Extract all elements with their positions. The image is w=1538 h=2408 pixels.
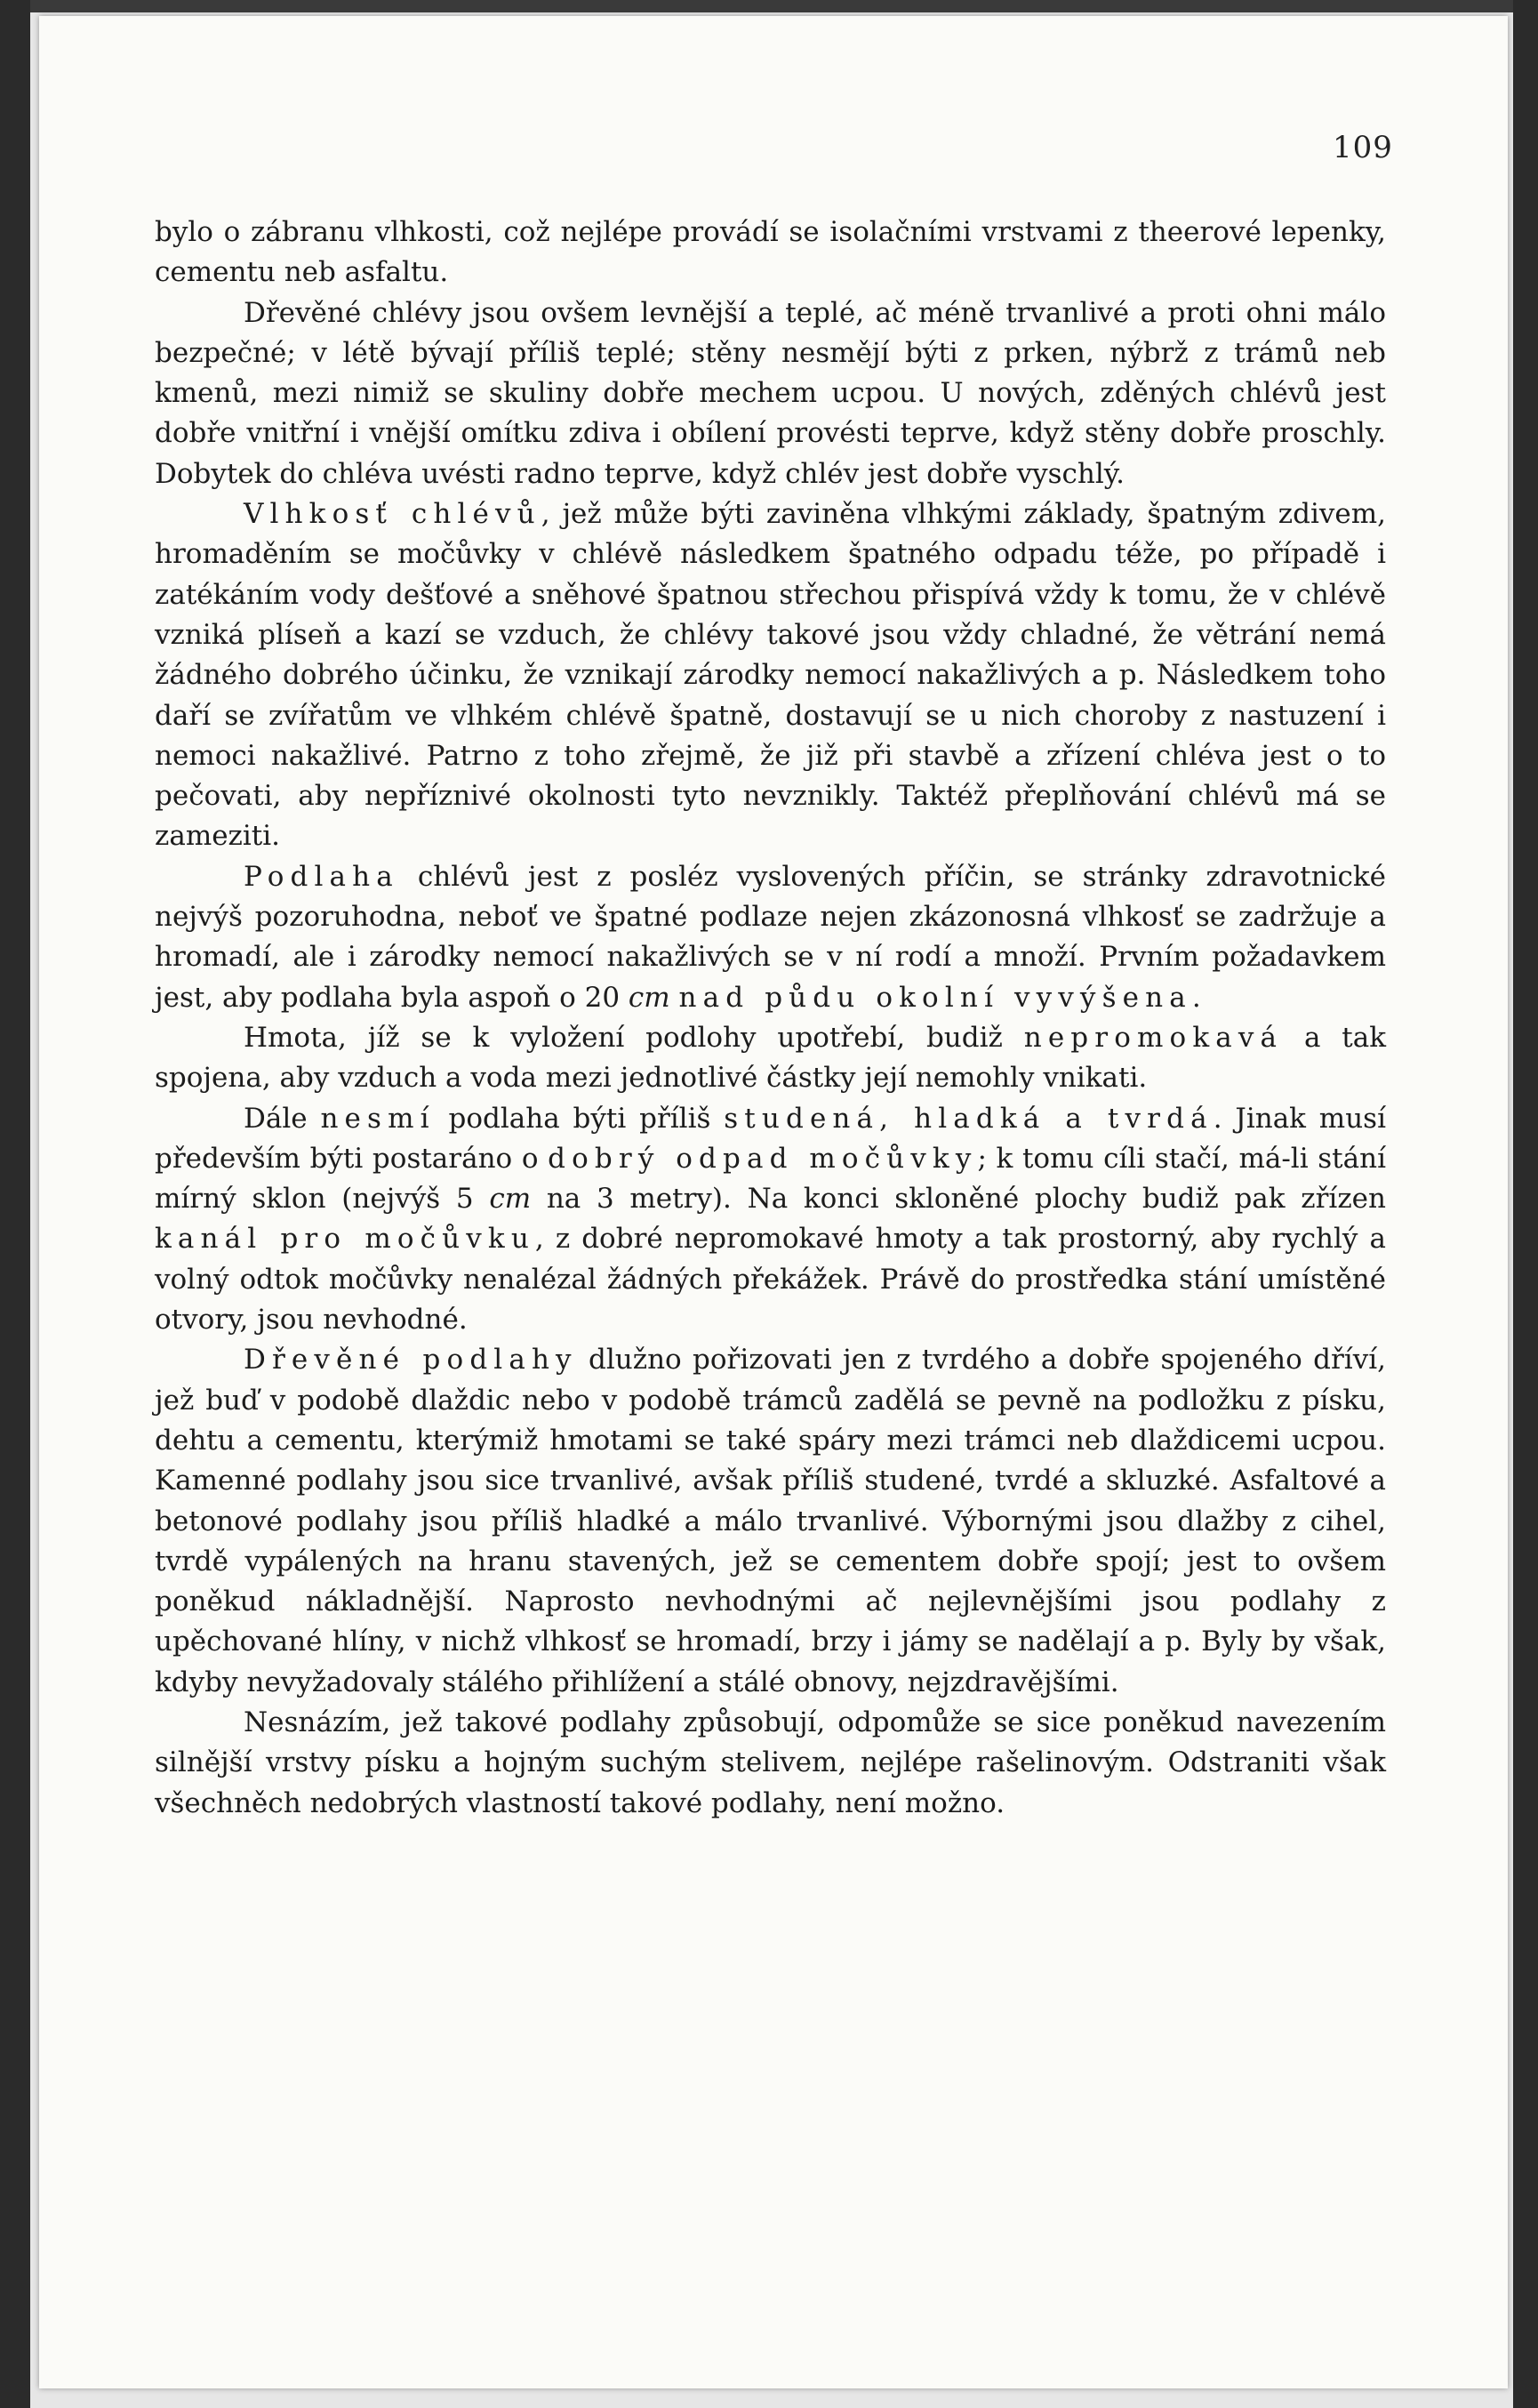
text-run: dlužno pořizovati jen z tvrdého a dobře spojeného dříví, jež buď v podobě dlaždic nebo v podobě trámců zadělá se pevně na podložku z písku, dehtu a cementu, kterýmiž hmotami se také spáry mezi trámci neb dlaždicemi ucpou. Kamenné podlahy jsou sice trvanlivé, avšak příliš studené, tvrdé a skluzké. Asfaltové a betonové podlahy jsou příliš hladké a málo trvanlivé. Výbornými jsou dlažby z cihel, tvrdě vypálených na hranu stavených, jež se cementem dobře spojí; jest to ovšem poněkud nákladnější. Naprosto nevhodnými ač nejlevnějšími jsou podlahy z upěchované hlíny, v nichž vlhkosť se hromadí, brzy i jámy se nadělají a p. Byly by však, kdyby nevyžadovaly stálého přihlížení a stálé obnovy, nejzdravějšími. bbox=[155, 1344, 1386, 1698]
text-run: Hmota, jíž se k vyložení podlohy upotřebí, budiž bbox=[244, 1021, 1024, 1054]
spaced-emphasis: nesmí bbox=[320, 1102, 436, 1135]
text-run: , jež může býti zaviněna vlhkými základy, špatným zdivem, hromaděním se močůvky v chlévě následkem špatného odpadu téže, po případě i zatékáním vody dešťové a sněhové špatnou střechou přispívá vždy k tomu, že v chlévě vzniká plíseň a kazí se vzduch, že chlévy takové jsou vždy chladné, že větrání nemá žádného dobrého účinku, že vznikají zárodky nemocí nakažlivých a p. Následkem toho daří se zvířatům ve vlhkém chlévě špatně, dostavují se u nich choroby z nastuzení i nemoci nakažlivé. Patrno z toho zřejmě, že již při stavbě a zřízení chléva jest o to pečovati, aby nepříznivé okolnosti tyto nevznikly. Taktéž přeplňování chlévů má se zameziti. bbox=[155, 498, 1386, 853]
text-run: bylo o zábranu vlhkosti, což nejlépe provádí se isolačními vrstvami z theerové lepenky, cementu neb asfaltu. bbox=[155, 216, 1386, 289]
text-run: Dřevěné chlévy jsou ovšem levnější a teplé, ač méně trvanlivé a proti ohni málo bezpečné; v létě bývají příliš teplé; stěny nesmějí býti z prken, nýbrž z trámů neb kmenů, mezi nimiž se skuliny dobře mechem ucpou. U nových, zděných chlévů jest dobře vnitřní i vnější omítku zdiva i obílení provésti teprve, když stěny dobře proschly. Dobytek do chléva uvésti radno teprve, když chlév jest dobře vyschlý. bbox=[155, 296, 1386, 490]
text-run bbox=[670, 982, 679, 1014]
text-run: a tak spojena, aby vzduch a voda mezi jednotlivé částky její nemohly vnikati. bbox=[155, 1021, 1387, 1095]
paragraph-p3 bbox=[155, 494, 1386, 857]
scan-border-left bbox=[0, 0, 30, 2408]
spaced-emphasis: studená, hladká a tvrdá bbox=[724, 1102, 1214, 1135]
text-run: . Jinak musí především býti postaráno o bbox=[155, 1102, 1386, 1175]
italic-unit: cm bbox=[489, 1183, 532, 1216]
spaced-emphasis: Vlhkosť chlévů bbox=[244, 498, 541, 531]
page-number: 109 bbox=[1333, 130, 1393, 165]
scan-border-right bbox=[1513, 0, 1538, 2408]
text-run: podlaha býti příliš bbox=[435, 1102, 725, 1135]
book-page bbox=[39, 16, 1508, 2388]
paragraph-p5 bbox=[155, 1018, 1386, 1099]
paragraph-p2 bbox=[155, 293, 1386, 494]
text-run: Nesnázím, jež takové podlahy způsobují, odpomůže se sice poněkud navezením silnější vrstvy písku a hojným suchým stelivem, nejlépe rašelinovým. Odstraniti však všechněch nedobrých vlastností takové podlahy, není možno. bbox=[155, 1706, 1386, 1819]
spaced-emphasis: Dřevěné podlahy bbox=[244, 1344, 578, 1377]
body-text bbox=[155, 213, 1386, 1824]
paragraph-p4 bbox=[155, 857, 1386, 1018]
spaced-emphasis: Podlaha bbox=[244, 860, 399, 893]
paragraph-p1 bbox=[155, 213, 1386, 293]
spaced-emphasis: kanál pro močůvku bbox=[155, 1223, 535, 1256]
paragraph-p8 bbox=[155, 1703, 1386, 1824]
text-run: ; k tomu cíli stačí, má-li stání mírný sklon (nejvýš 5 bbox=[155, 1142, 1386, 1216]
text-run: na 3 metry). Na konci skloněné plochy budiž pak zřízen bbox=[531, 1183, 1386, 1216]
text-run: Dále bbox=[244, 1102, 321, 1135]
text-run: . bbox=[1191, 981, 1201, 1014]
scan-border-top bbox=[0, 0, 1538, 12]
paragraph-p6 bbox=[155, 1099, 1386, 1341]
text-run: chlévů jest z posléz vyslovených příčin, se stránky zdravotnické nejvýš pozoruhodna, neboť ve špatné podlaze nejen zkázonosná vlhkosť se zadržuje a hromadí, ale i zárodky nemocí nakažlivých se v ní rodí a množí. Prvním požadavkem jest, aby podlaha byla aspoň o 20 bbox=[155, 860, 1386, 1014]
text-run: , z dobré nepromokavé hmoty a tak prostorný, aby rychlý a volný odtok močůvky nenalézal žádných překážek. Právě do prostředka stání umístěné otvory, jsou nevhodné. bbox=[155, 1223, 1386, 1336]
spaced-emphasis: dobrý odpad močůvky bbox=[548, 1142, 978, 1175]
italic-unit: cm bbox=[628, 981, 670, 1014]
spaced-emphasis: nad půdu okolní vyvýšena bbox=[678, 981, 1192, 1014]
paragraph-p7 bbox=[155, 1340, 1386, 1703]
spaced-emphasis: nepromokavá bbox=[1023, 1021, 1284, 1054]
